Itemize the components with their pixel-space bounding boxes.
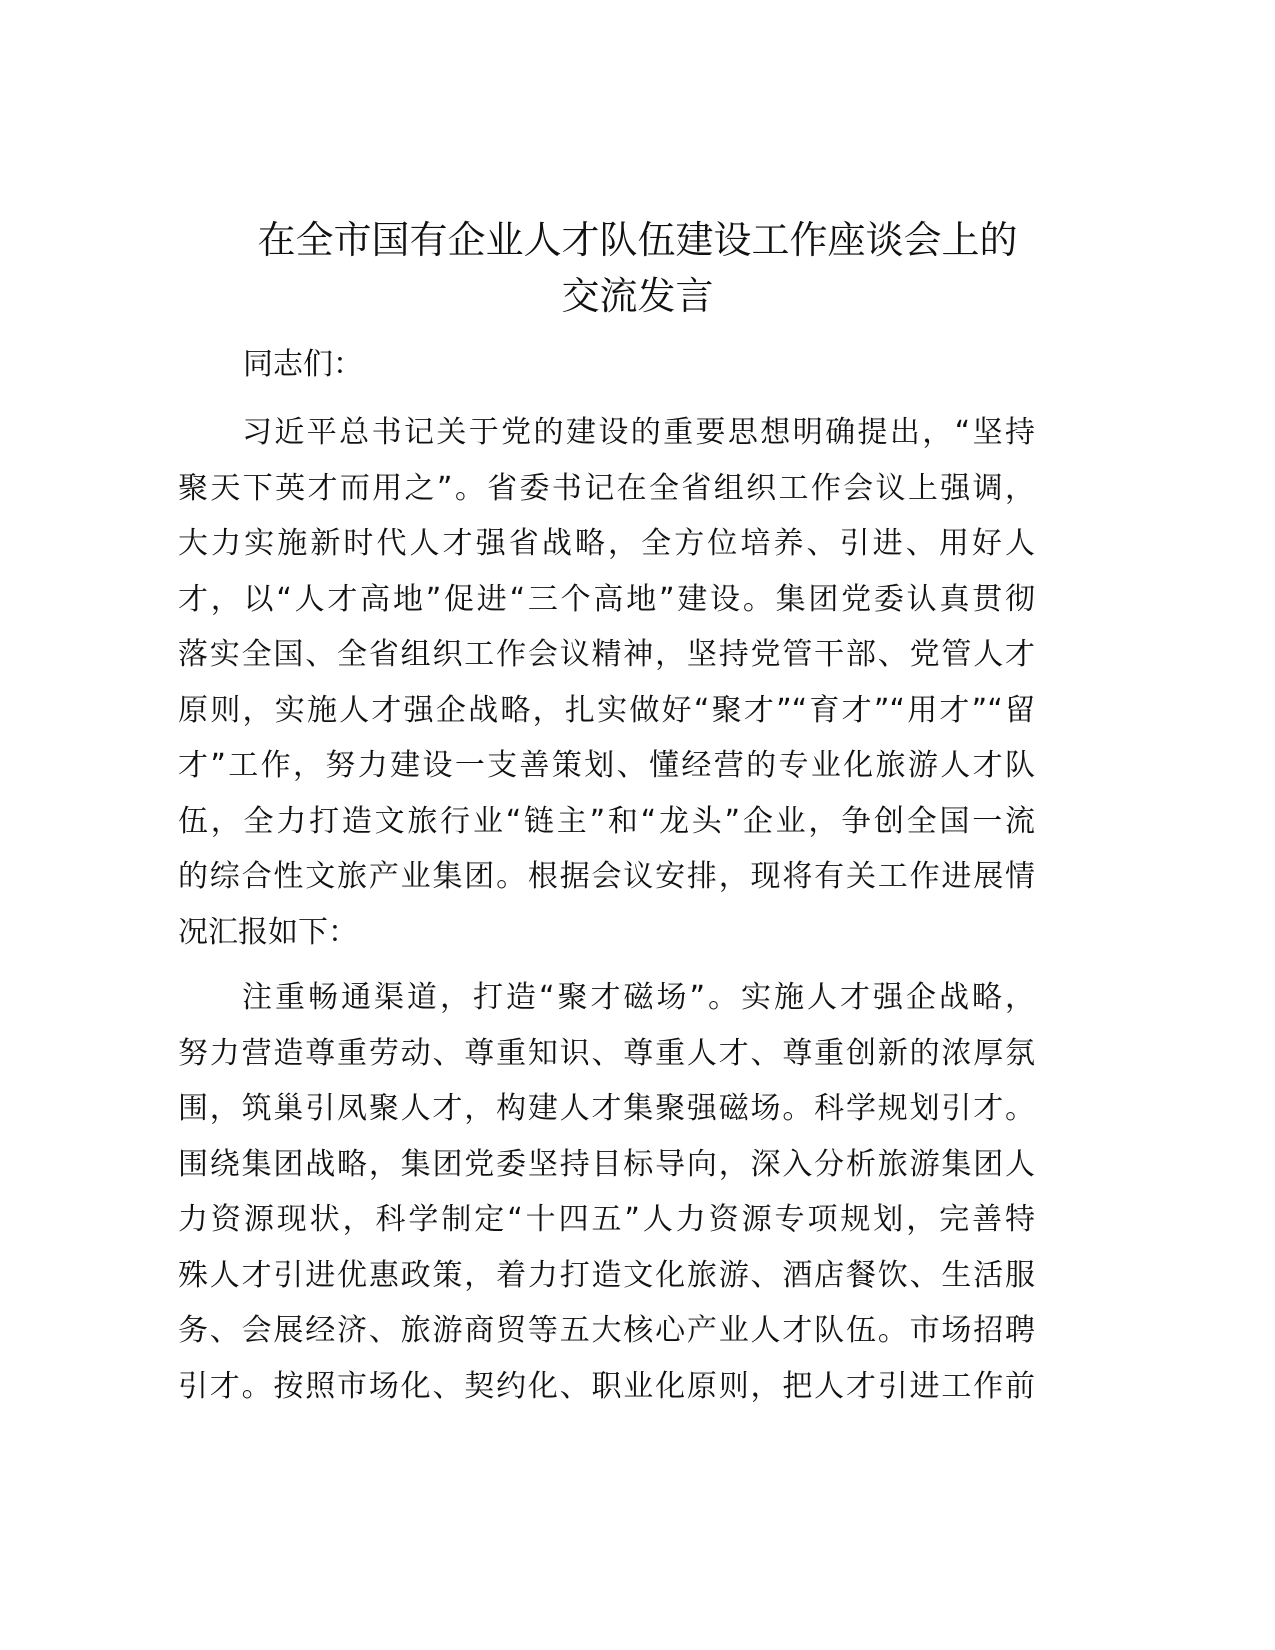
text-line: 注重畅通渠道，打造“聚才磁场”。实施人才强企战略， bbox=[242, 980, 1035, 1015]
text-line: 聚天下英才而用之”。省委书记在全省组织工作会议上强调， bbox=[178, 470, 1035, 506]
text-line: 况汇报如下： bbox=[178, 914, 358, 950]
text-line: 落实全国、全省组织工作会议精神，坚持党管干部、党管人才 bbox=[178, 637, 1035, 672]
text-line: 努力营造尊重劳动、尊重知识、尊重人才、尊重创新的浓厚氛 bbox=[178, 1035, 1035, 1071]
text-line: 力资源现状，科学制定“十四五”人力资源专项规划，完善特 bbox=[178, 1202, 1035, 1237]
salutation: 同志们： bbox=[243, 347, 363, 382]
title-line: 在全市国有企业人才队伍建设工作座谈会上的 bbox=[257, 218, 1018, 262]
text-line: 习近平总书记关于党的建设的重要思想明确提出，“坚持 bbox=[242, 415, 1035, 450]
text-line: 引才。按照市场化、契约化、职业化原则，把人才引进工作前 bbox=[178, 1368, 1035, 1404]
paragraph-talent-channels bbox=[178, 970, 1035, 1414]
text-line: 围，筑巢引凤聚人才，构建人才集聚强磁场。科学规划引才。 bbox=[178, 1091, 1035, 1126]
paragraph-intro bbox=[178, 405, 1035, 960]
text-line: 殊人才引进优惠政策，着力打造文化旅游、酒店餐饮、生活服 bbox=[178, 1257, 1035, 1293]
text-line: 大力实施新时代人才强省战略，全方位培养、引进、用好人 bbox=[178, 526, 1035, 561]
document-title bbox=[0, 212, 1275, 324]
text-line: 原则，实施人才强企战略，扎实做好“聚才”“育才”“用才”“留 bbox=[178, 692, 1035, 728]
text-line: 务、会展经济、旅游商贸等五大核心产业人才队伍。市场招聘 bbox=[178, 1313, 1035, 1348]
text-line: 围绕集团战略，集团党委坚持目标导向，深入分析旅游集团人 bbox=[178, 1146, 1035, 1182]
text-line: 才”工作，努力建设一支善策划、懂经营的专业化旅游人才队 bbox=[178, 748, 1035, 783]
text-line: 伍，全力打造文旅行业“链主”和“龙头”企业，争创全国一流 bbox=[178, 803, 1035, 839]
text-line: 的综合性文旅产业集团。根据会议安排，现将有关工作进展情 bbox=[178, 859, 1035, 894]
title-line: 交流发言 bbox=[561, 274, 714, 318]
text-line: 才，以“人才高地”促进“三个高地”建设。集团党委认真贯彻 bbox=[178, 581, 1035, 617]
